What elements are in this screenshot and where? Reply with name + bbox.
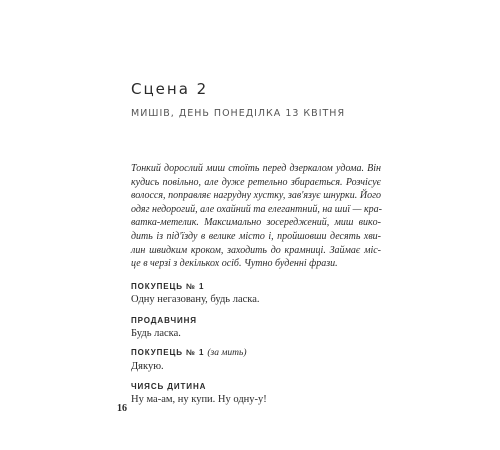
scene-title: Сцена 2 bbox=[131, 80, 209, 98]
speaker-label: ПРОДАВЧИНЯ bbox=[131, 316, 197, 325]
stage-direction bbox=[131, 162, 381, 271]
speaker-note: (за мить) bbox=[207, 348, 247, 358]
speaker-name bbox=[131, 282, 204, 291]
speech-line: Одну негазовану, будь ласка. bbox=[131, 294, 260, 305]
speaker-label: ЧИЯСЬ ДИТИНА bbox=[131, 382, 207, 391]
stage-direction-line: волосся, поправляє нагрудну хустку, зав'язує шнурки. Його bbox=[131, 190, 381, 202]
stage-direction-line: одяг недорогий, але охайний та елегантний, на шиї — кра- bbox=[131, 203, 383, 215]
stage-direction-line: лин швидким кроком, заходить до крамниці. Займає міс- bbox=[131, 244, 381, 256]
page-number: 16 bbox=[117, 403, 127, 414]
scene-subtitle: МИШІВ, ДЕНЬ ПОНЕДІЛКА 13 КВІТНЯ bbox=[131, 108, 346, 119]
speaker-name bbox=[131, 316, 197, 325]
speech-line: Дякую. bbox=[131, 361, 164, 372]
speech-line: Будь ласка. bbox=[131, 328, 181, 339]
stage-direction-line: Тонкий дорослий миш стоїть перед дзеркалом удома. Він bbox=[131, 163, 381, 174]
stage-direction-line: ватка-метелик. Максимально зосереджений, миш викo- bbox=[131, 217, 381, 229]
speaker-label: ПОКУПЕЦЬ № 1 bbox=[131, 348, 205, 357]
speech-line: Ну ма-ам, ну купи. Ну одну-у! bbox=[131, 394, 267, 405]
speaker-name bbox=[131, 382, 206, 391]
stage-direction-line: це в черзі з декількох осіб. Чутно буденні фрази. bbox=[131, 258, 338, 270]
stage-direction-line: дить із під'їзду в велике місто і, пройшовши десять хви- bbox=[131, 230, 381, 242]
speaker-name bbox=[131, 348, 246, 358]
speaker-label: ПОКУПЕЦЬ № 1 bbox=[131, 282, 205, 291]
stage-direction-line: кудись повільно, але дуже ретельно збирається. Розчісує bbox=[131, 176, 381, 188]
